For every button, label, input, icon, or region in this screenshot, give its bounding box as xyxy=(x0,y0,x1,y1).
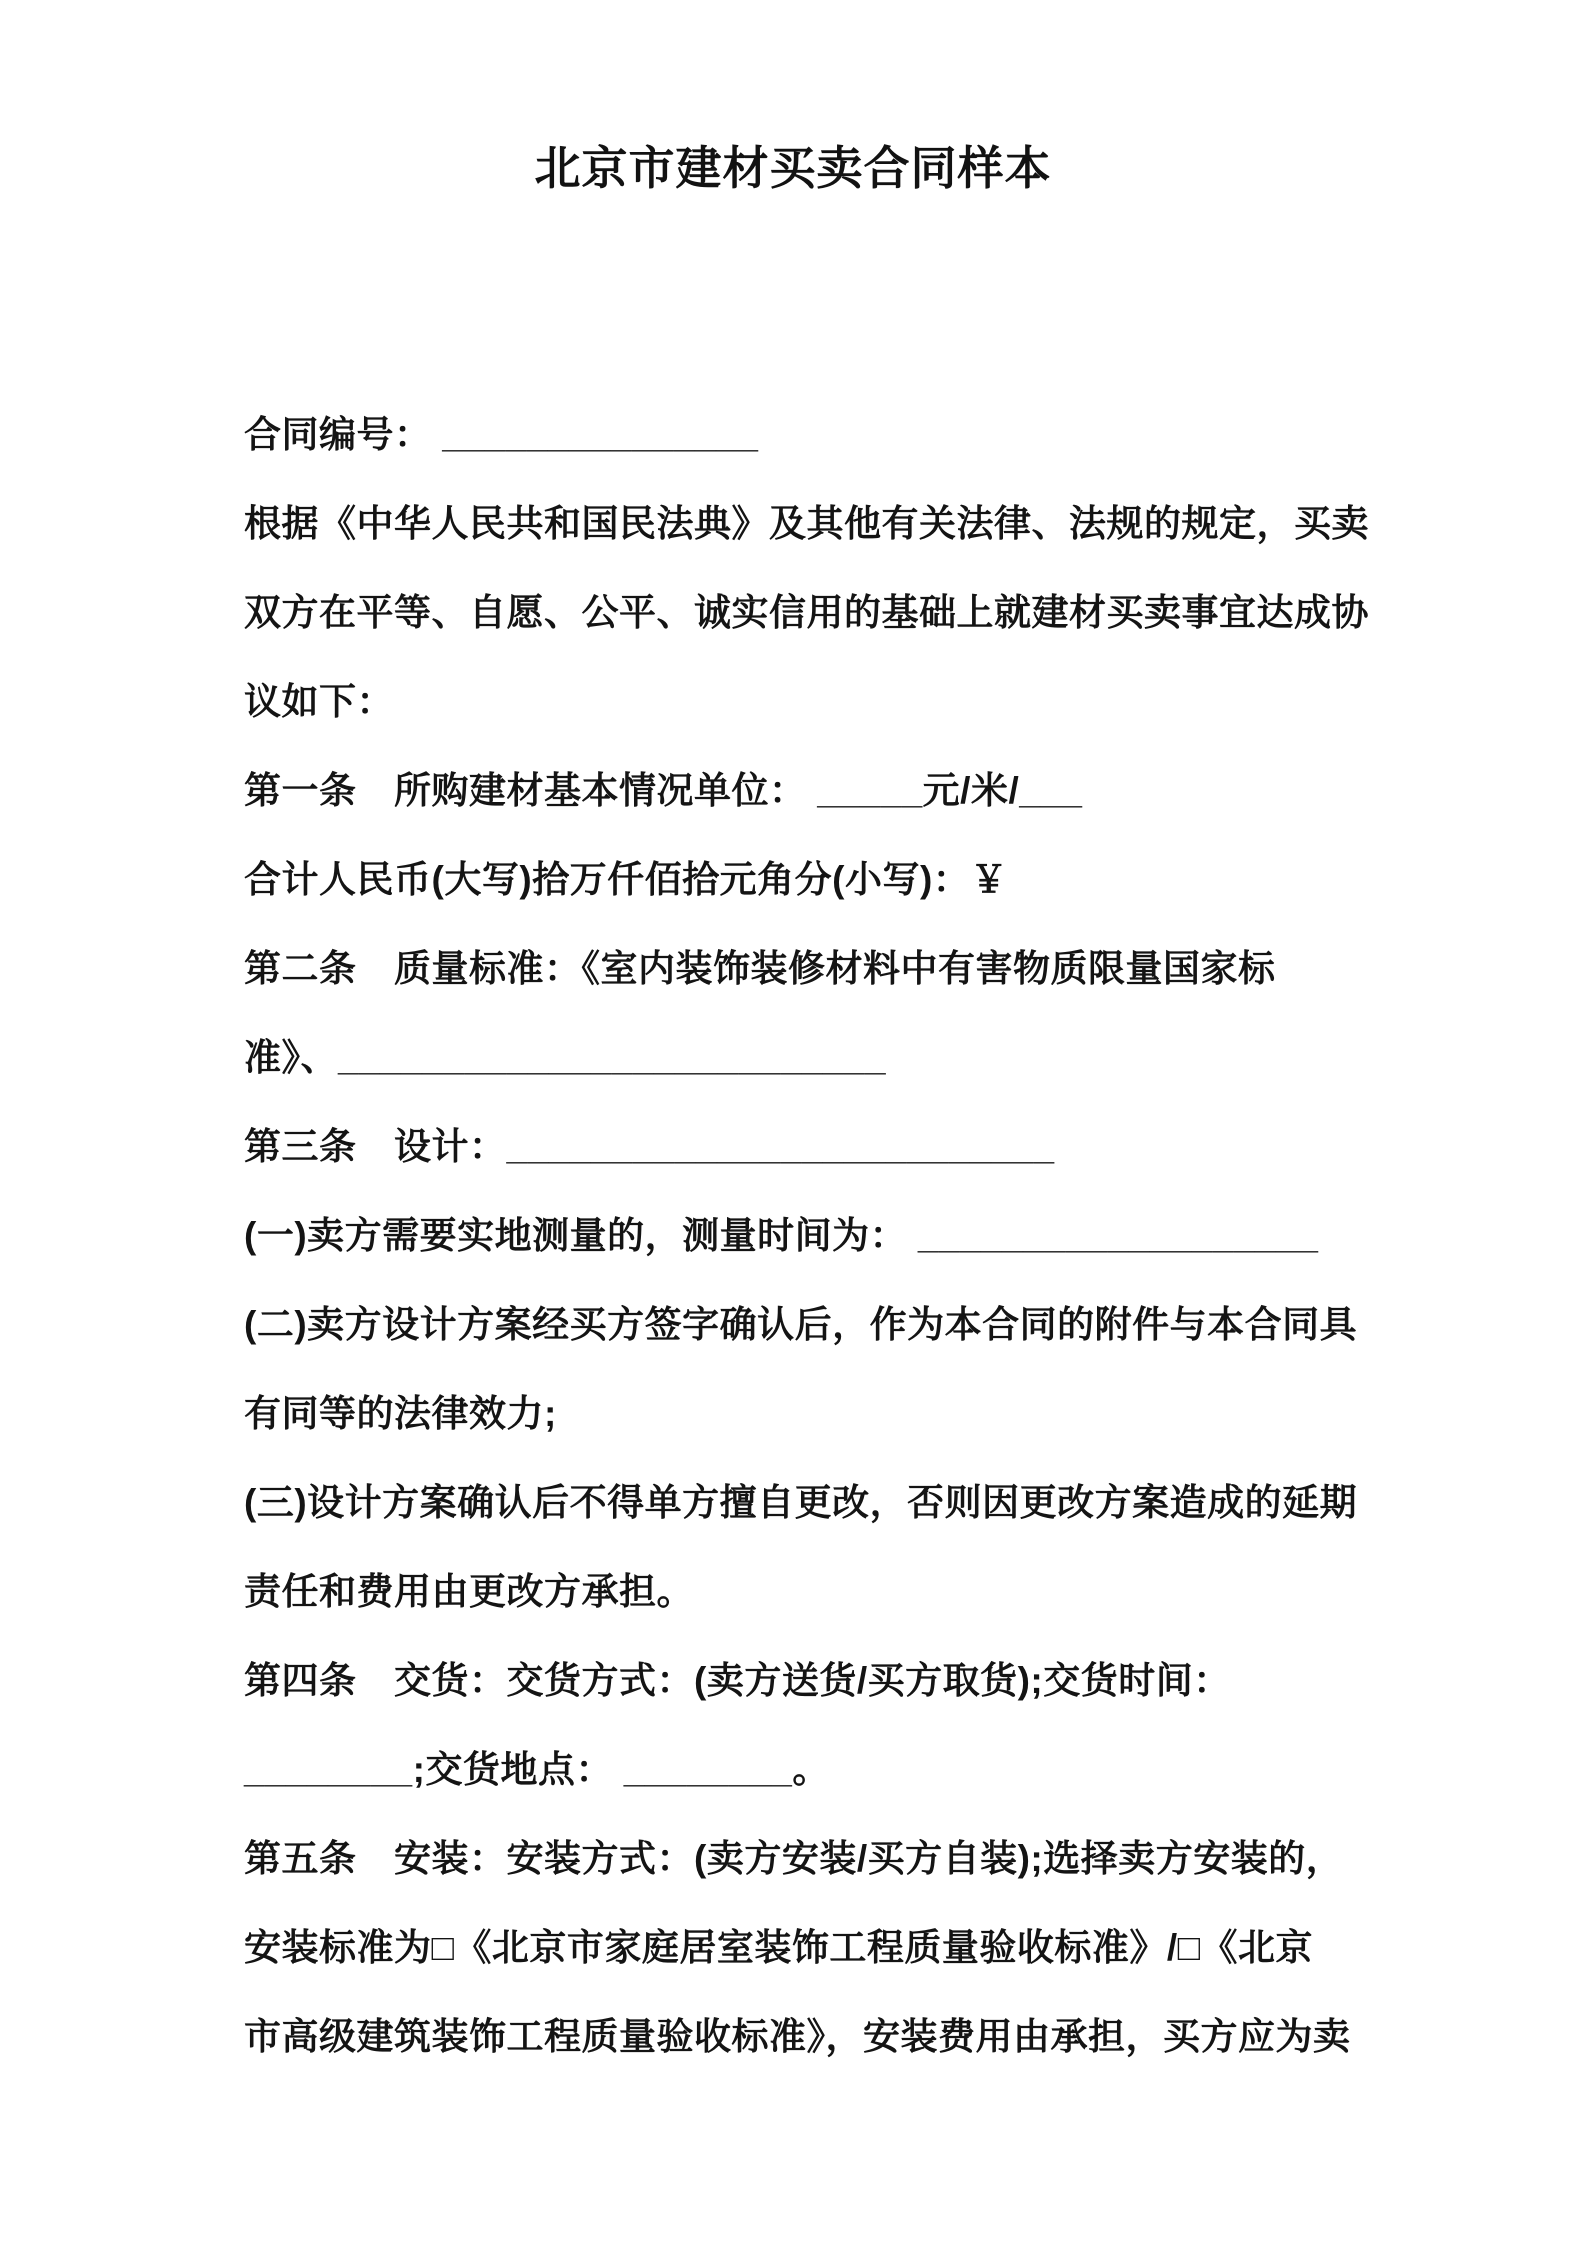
contract-line-9: 第三条 设计：__________________________ xyxy=(244,1126,1055,1167)
contract-line-18: 安装标准为□《北京市家庭居室装饰工程质量验收标准》/□《北京 xyxy=(244,1927,1313,1968)
contract-line-11: (二)卖方设计方案经买方签字确认后，作为本合同的附件与本合同具 xyxy=(244,1304,1358,1345)
contract-line-3: 双方在平等、自愿、公平、诚实信用的基础上就建材买卖事宜达成协 xyxy=(244,592,1369,633)
contract-line-10: (一)卖方需要实地测量的，测量时间为： ___________________ xyxy=(244,1215,1319,1256)
contract-line-8: 准》、__________________________ xyxy=(244,1037,887,1078)
contract-line-13: (三)设计方案确认后不得单方擅自更改，否则因更改方案造成的延期 xyxy=(244,1482,1358,1523)
contract-line-5: 第一条 所购建材基本情况单位： _____元/米/___ xyxy=(244,770,1083,811)
contract-line-12: 有同等的法律效力; xyxy=(244,1393,557,1434)
contract-line-16: ________;交货地点： ________。 xyxy=(244,1749,830,1790)
contract-line-17: 第五条 安装：安装方式：(卖方安装/买方自装);选择卖方安装的， xyxy=(244,1838,1344,1879)
contract-line-1: 合同编号： _______________ xyxy=(244,414,759,455)
contract-line-7: 第二条 质量标准：《室内装饰装修材料中有害物质限量国家标 xyxy=(244,948,1276,989)
contract-line-19: 市高级建筑装饰工程质量验收标准》，安装费用由承担，买方应为卖 xyxy=(244,2016,1351,2057)
contract-line-14: 责任和费用由更改方承担。 xyxy=(244,1571,694,1612)
contract-line-2: 根据《中华人民共和国民法典》及其他有关法律、法规的规定，买卖 xyxy=(244,503,1369,544)
contract-line-6: 合计人民币(大写)拾万仟佰拾元角分(小写)：￥ xyxy=(244,859,1008,900)
document-title: 北京市建材买卖合同样本 xyxy=(534,142,1052,194)
contract-line-4: 议如下： xyxy=(244,681,394,722)
contract-body xyxy=(244,390,1369,2081)
contract-line-15: 第四条 交货：交货方式：(卖方送货/买方取货);交货时间： xyxy=(244,1660,1231,1701)
